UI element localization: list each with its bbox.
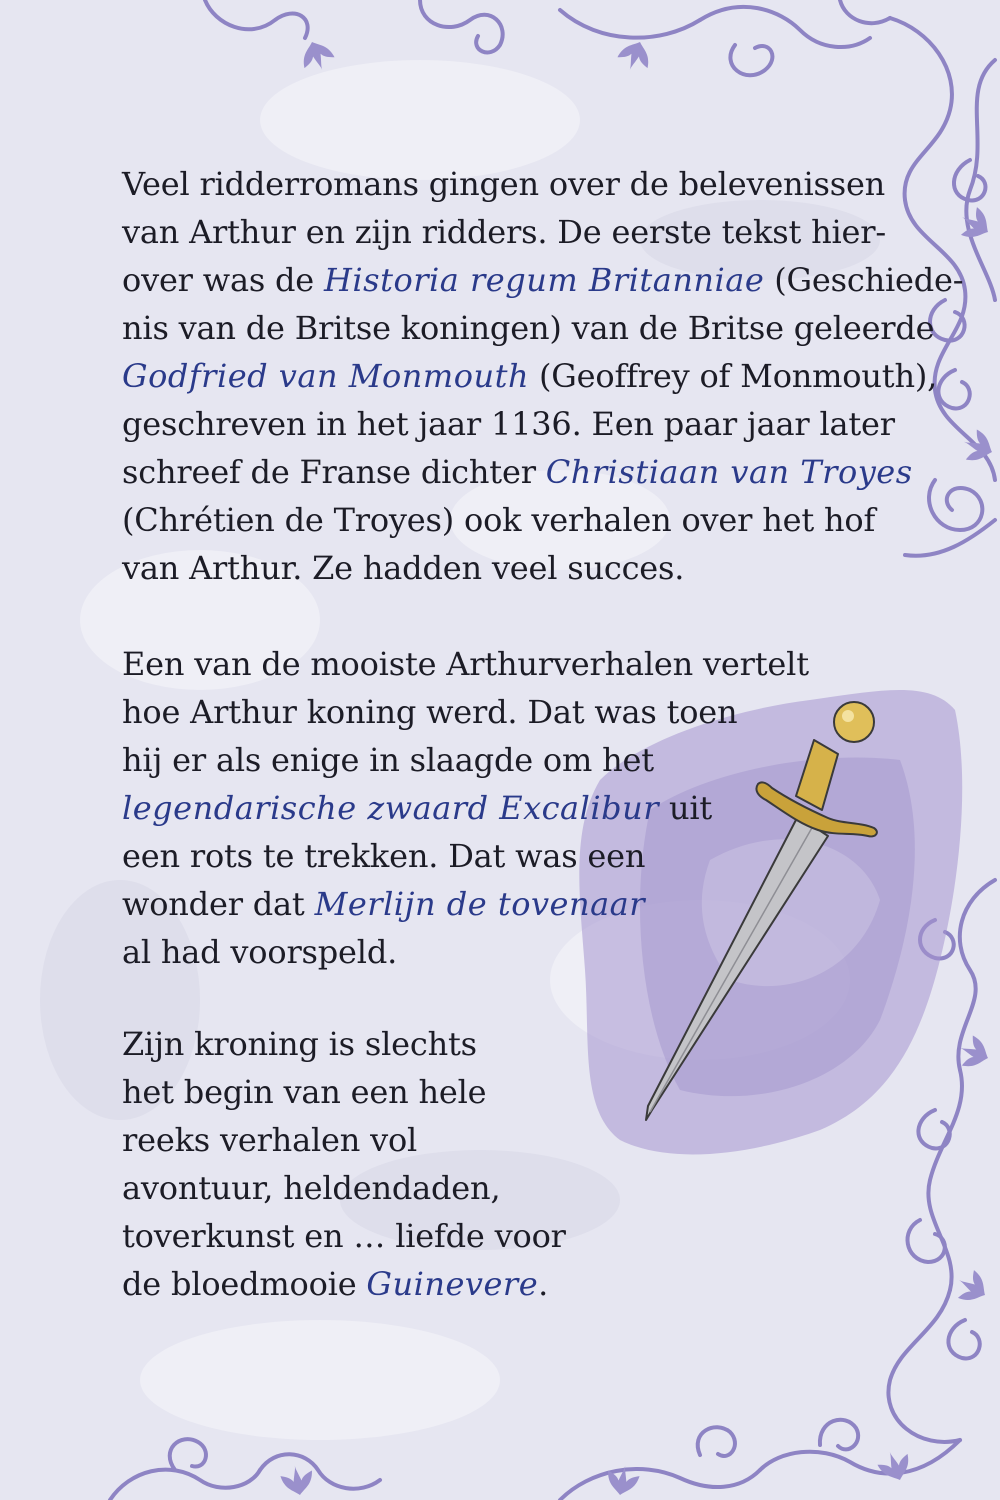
text-line — [122, 352, 938, 400]
text-line — [122, 256, 964, 304]
text-line — [122, 208, 886, 256]
text-segment: reeks verhalen vol — [122, 1121, 418, 1159]
text-line — [122, 496, 876, 544]
text-line — [122, 1260, 582, 1308]
highlighted-name: legendarische zwaard Excalibur — [122, 789, 659, 827]
highlighted-name: Merlijn de tovenaar — [314, 885, 646, 923]
text-segment: al had voorspeld. — [122, 933, 398, 971]
text-segment: schreef de Franse dichter — [122, 453, 546, 491]
text-line — [122, 1212, 582, 1260]
text-segment: Veel ridderromans gingen over de belevenissen — [122, 165, 886, 203]
text-line — [122, 1164, 582, 1212]
text-line — [122, 1116, 582, 1164]
text-segment: (Geschiede- — [764, 261, 964, 299]
text-segment: Een van de mooiste Arthurverhalen vertelt — [122, 645, 809, 683]
text-segment: toverkunst en … liefde voor — [122, 1217, 566, 1255]
text-segment: avontuur, heldendaden, — [122, 1169, 501, 1207]
text-segment: geschreven in het jaar 1136. Een paar jaar later — [122, 405, 895, 443]
text-segment: wonder dat — [122, 885, 315, 923]
text-segment: hoe Arthur koning werd. Dat was toen — [122, 693, 738, 731]
text-line — [122, 736, 762, 784]
text-segment: de bloedmooie — [122, 1265, 367, 1303]
text-line — [122, 1020, 582, 1068]
text-line — [122, 688, 762, 736]
text-line — [122, 880, 762, 928]
text-line — [122, 448, 913, 496]
paragraph-3 — [122, 1020, 582, 1308]
text-segment: nis van de Britse koningen) van de Britse geleerde — [122, 309, 935, 347]
highlighted-name: Godfried van Monmouth — [122, 357, 530, 395]
text-segment: van Arthur. Ze hadden veel succes. — [122, 549, 685, 587]
text-segment: uit — [658, 789, 713, 827]
text-line — [122, 784, 762, 832]
text-segment: . — [538, 1265, 549, 1303]
highlighted-name: Historia regum Britanniae — [324, 261, 765, 299]
text-line — [122, 400, 895, 448]
text-segment: van Arthur en zijn ridders. De eerste tekst hier- — [122, 213, 886, 251]
text-line — [122, 928, 762, 976]
text-segment: een rots te trekken. Dat was een — [122, 837, 646, 875]
text-segment: over was de — [122, 261, 325, 299]
highlighted-name: Guinevere — [366, 1265, 539, 1303]
text-segment: hij er als enige in slaagde om het — [122, 741, 654, 779]
text-segment: (Chrétien de Troyes) ook verhalen over het hof — [122, 501, 876, 539]
text-line — [122, 640, 809, 688]
highlighted-name: Christiaan van Troyes — [545, 453, 913, 491]
text-line — [122, 544, 872, 592]
paragraph-1 — [122, 160, 964, 592]
paragraph-2 — [122, 640, 809, 976]
text-line — [122, 1068, 582, 1116]
text-segment: Zijn kroning is slechts — [122, 1025, 477, 1063]
text-line — [122, 304, 935, 352]
text-line — [122, 160, 886, 208]
text-segment: (Geoffrey of Monmouth), — [529, 357, 938, 395]
text-line — [122, 832, 762, 880]
text-segment: het begin van een hele — [122, 1073, 487, 1111]
